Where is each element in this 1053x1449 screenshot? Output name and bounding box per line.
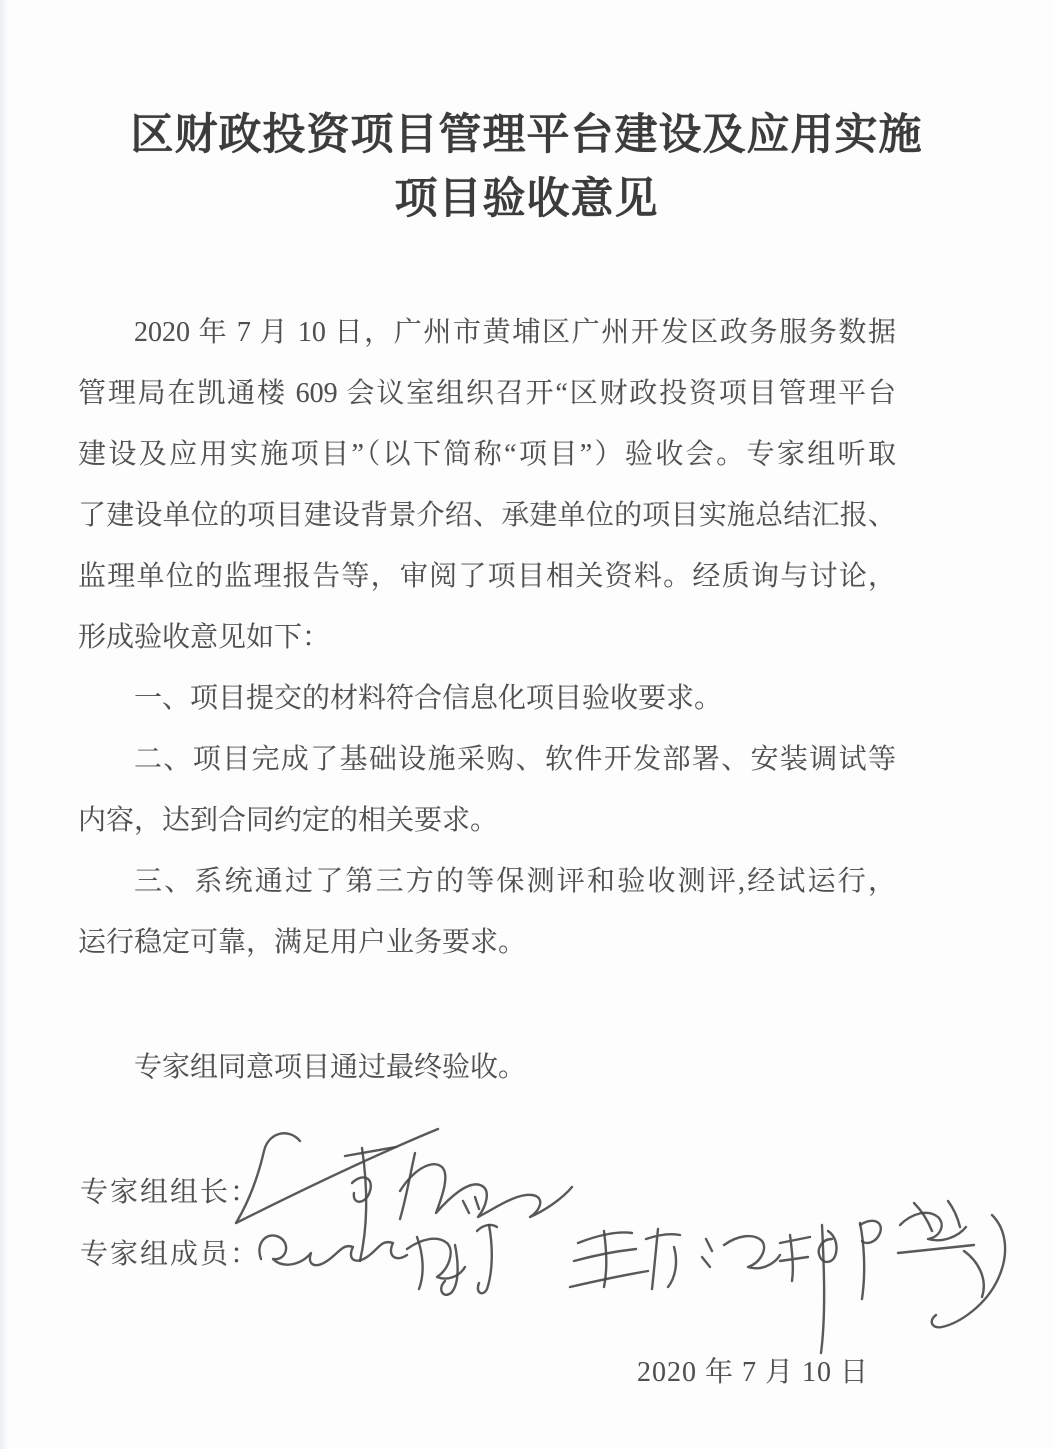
body-line: 二、项目完成了基础设施采购、软件开发部署、安装调试等: [134, 744, 896, 775]
member-signature-1: [245, 1183, 505, 1303]
document-body: [78, 302, 896, 1098]
body-line: 建设及应用实施项目”（以下简称“项目”）验收会。专家组听取: [78, 439, 896, 470]
body-line: 2020 年 7 月 10 日，广州市黄埔区广州开发区政务服务数据: [134, 317, 896, 348]
body-line: 了建设单位的项目建设背景介绍、承建单位的项目实施总结汇报、: [78, 500, 896, 531]
body-line: 管理局在凯通楼 609 会议室组织召开“区财政投资项目管理平台: [78, 378, 896, 409]
expert-group-member-label: 专家组成员：: [80, 1239, 261, 1270]
body-line: 运行稳定可靠，满足用户业务要求。: [78, 927, 527, 958]
body-line: 三、系统通过了第三方的等保测评和验收测评,经试运行，: [134, 866, 896, 897]
member-signatures-group: [560, 1193, 1030, 1361]
body-line: 一、项目提交的材料符合信息化项目验收要求。: [134, 683, 723, 714]
body-line: 内容，达到合同约定的相关要求。: [78, 805, 499, 836]
body-line: 形成验收意见如下：: [78, 622, 331, 653]
body-line: 监理单位的监理报告等，审阅了项目相关资料。经质询与讨论，: [78, 561, 896, 592]
document-title-line2: 项目验收意见: [394, 176, 659, 223]
expert-group-leader-label: 专家组组长：: [80, 1177, 261, 1208]
body-line: 专家组同意项目通过最终验收。: [134, 1052, 527, 1083]
document-date: 2020 年 7 月 10 日: [637, 1357, 870, 1388]
document-title: [0, 104, 1053, 232]
document-title-line1: 区财政投资项目管理平台建设及应用实施: [130, 112, 923, 159]
